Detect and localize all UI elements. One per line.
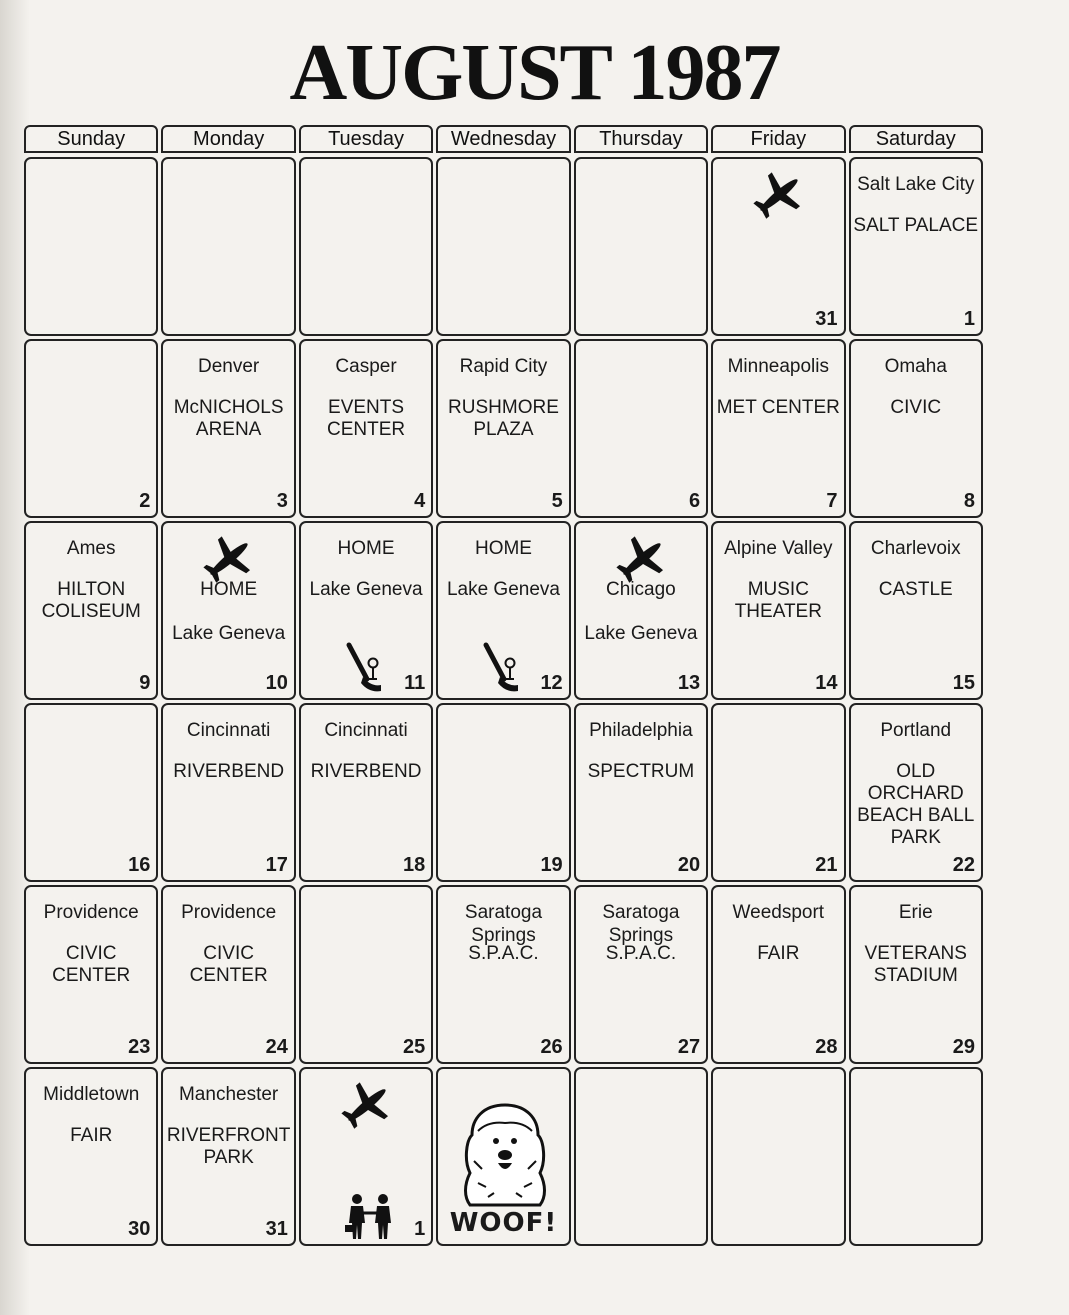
airplane-icon xyxy=(753,169,805,221)
event-city: Omaha xyxy=(884,356,947,377)
weekday-thursday: Thursday xyxy=(574,125,708,153)
week-row xyxy=(24,337,986,519)
event-city: HOME xyxy=(474,538,532,559)
event-city: Portland xyxy=(880,720,952,741)
day-number: 23 xyxy=(128,1036,151,1058)
event-city: Cincinnati xyxy=(324,720,408,741)
golf-icon xyxy=(341,641,385,693)
day-cell xyxy=(436,157,570,336)
day-cell xyxy=(299,339,433,518)
day-number: 25 xyxy=(403,1036,426,1058)
day-cell xyxy=(711,157,845,336)
event-venue: FAIR xyxy=(757,943,800,964)
day-cell xyxy=(24,157,158,336)
day-number: 5 xyxy=(551,490,563,512)
day-cell xyxy=(711,703,845,882)
day-number: 12 xyxy=(540,672,563,694)
weekday-monday: Monday xyxy=(161,125,295,153)
event-venue: OLD ORCHARD BEACH BALL PARK xyxy=(857,761,975,848)
day-cell xyxy=(24,703,158,882)
event-city: Alpine Valley xyxy=(724,538,833,559)
event-venue: CIVIC xyxy=(890,397,942,418)
event-venue: MET CENTER xyxy=(716,397,840,418)
day-cell xyxy=(711,521,845,700)
day-cell xyxy=(849,885,983,1064)
event-venue: S.P.A.C. xyxy=(605,943,677,964)
day-number: 6 xyxy=(688,490,701,512)
calendar-weeks xyxy=(24,155,986,1247)
day-cell xyxy=(849,703,983,882)
day-number: 31 xyxy=(815,308,838,330)
event-city: HOME xyxy=(337,538,395,559)
event-venue: RIVERBEND xyxy=(310,761,422,782)
event-city: Ames xyxy=(66,538,116,559)
weekday-friday: Friday xyxy=(711,125,845,153)
day-cell xyxy=(161,703,295,882)
event-venue: Lake Geneva xyxy=(309,579,423,600)
day-cell xyxy=(436,703,570,882)
day-cell xyxy=(299,885,433,1064)
day-cell xyxy=(574,157,708,336)
day-number: 24 xyxy=(265,1036,288,1058)
event-venue: EVENTS CENTER xyxy=(326,397,406,440)
day-number: 14 xyxy=(815,672,838,694)
event-venue: CIVIC CENTER xyxy=(52,943,131,986)
day-number: 18 xyxy=(403,854,426,876)
day-cell xyxy=(161,339,295,518)
week-row xyxy=(24,1065,986,1247)
week-row xyxy=(24,701,986,883)
event-city: Charlevoix xyxy=(870,538,961,559)
day-number: 4 xyxy=(414,490,426,512)
event-venue: McNICHOLS ARENA xyxy=(173,397,284,440)
event-city: Manchester xyxy=(178,1084,279,1105)
airplane-icon xyxy=(341,1079,393,1131)
dog-icon xyxy=(458,1101,553,1211)
day-cell xyxy=(161,885,295,1064)
event-venue: FAIR xyxy=(70,1125,113,1146)
weekday-sunday: Sunday xyxy=(24,125,158,153)
day-number: 27 xyxy=(677,1036,701,1058)
day-number: 2 xyxy=(139,490,151,512)
day-number: 16 xyxy=(128,854,151,876)
day-cell xyxy=(849,521,983,700)
weekday-tuesday: Tuesday xyxy=(299,125,433,153)
day-cell xyxy=(574,703,708,882)
day-number: 9 xyxy=(139,672,151,694)
day-number: 8 xyxy=(963,490,975,512)
day-cell xyxy=(436,521,570,700)
day-cell xyxy=(436,339,570,518)
event-city: Providence xyxy=(43,902,139,923)
day-cell xyxy=(299,1067,433,1246)
day-number: 21 xyxy=(815,854,838,876)
event-city: Saratoga Springs xyxy=(602,902,680,946)
day-cell xyxy=(849,157,983,336)
golf-icon xyxy=(478,641,522,693)
day-cell xyxy=(574,339,708,518)
event-venue: MUSIC THEATER xyxy=(734,579,822,622)
day-number: 28 xyxy=(815,1036,838,1058)
event-city: Casper xyxy=(335,356,397,377)
day-cell xyxy=(299,521,433,700)
day-cell xyxy=(24,885,158,1064)
day-number: 26 xyxy=(540,1036,563,1058)
event-venue: S.P.A.C. xyxy=(468,943,539,964)
event-city: Providence xyxy=(181,902,277,923)
event-city: Cincinnati xyxy=(186,720,271,741)
day-number: 7 xyxy=(826,490,838,512)
day-cell xyxy=(161,1067,295,1246)
day-number: 30 xyxy=(128,1218,151,1240)
week-row xyxy=(24,883,986,1065)
day-cell xyxy=(574,885,708,1064)
event-venue: SPECTRUM xyxy=(587,761,695,782)
week-row xyxy=(24,519,986,701)
day-cell xyxy=(849,339,983,518)
event-city: Erie xyxy=(898,902,933,923)
week-row xyxy=(24,155,986,337)
airplane-icon xyxy=(616,533,668,585)
day-number: 17 xyxy=(265,854,288,876)
day-cell xyxy=(24,1067,158,1246)
handshake-icon xyxy=(345,1191,395,1241)
day-number: 13 xyxy=(677,672,701,694)
event-venue: VETERANS STADIUM xyxy=(864,943,967,986)
event-venue: SALT PALACE xyxy=(853,215,979,236)
day-number: 3 xyxy=(276,490,288,512)
event-venue: CASTLE xyxy=(878,579,953,600)
event-venue: Chicago xyxy=(606,579,676,600)
event-city: Minneapolis xyxy=(727,356,830,377)
event-city: Rapid City xyxy=(459,356,548,377)
woof-text: WOOF! xyxy=(449,1208,558,1238)
event-location: Lake Geneva xyxy=(584,623,698,644)
day-number: 1 xyxy=(963,308,975,330)
event-location: Lake Geneva xyxy=(172,623,286,644)
weekday-saturday: Saturday xyxy=(849,125,983,153)
event-venue: HILTON COLISEUM xyxy=(41,579,141,622)
event-venue: RIVERBEND xyxy=(173,761,285,782)
day-number: 22 xyxy=(952,854,975,876)
day-cell xyxy=(711,885,845,1064)
day-number: 20 xyxy=(677,854,701,876)
event-venue: RUSHMORE PLAZA xyxy=(448,397,559,440)
event-city: Middletown xyxy=(43,1084,140,1105)
day-cell xyxy=(161,157,295,336)
day-number: 29 xyxy=(952,1036,975,1058)
day-cell xyxy=(574,521,708,700)
day-number: 15 xyxy=(952,672,975,694)
event-venue: CIVIC CENTER xyxy=(189,943,268,986)
day-cell xyxy=(299,703,433,882)
calendar-grid xyxy=(24,125,986,1247)
weekday-wednesday: Wednesday xyxy=(436,125,570,153)
day-number: 11 xyxy=(404,672,426,694)
weekday-header-row xyxy=(24,125,986,155)
event-venue: HOME xyxy=(200,579,258,600)
event-city: Weedsport xyxy=(732,902,825,923)
day-cell xyxy=(849,1067,983,1246)
day-cell xyxy=(711,339,845,518)
day-number: 19 xyxy=(540,854,563,876)
event-city: Saratoga Springs xyxy=(464,902,543,946)
calendar-title: AUGUST 1987 xyxy=(289,29,780,117)
day-number: 31 xyxy=(265,1218,288,1240)
day-cell xyxy=(161,521,295,700)
airplane-icon xyxy=(203,533,255,585)
event-city: Philadelphia xyxy=(589,720,693,741)
day-cell xyxy=(24,521,158,700)
event-city: Salt Lake City xyxy=(857,174,975,195)
day-cell xyxy=(299,157,433,336)
day-cell xyxy=(711,1067,845,1246)
day-cell xyxy=(436,885,570,1064)
event-venue: RIVERFRONT PARK xyxy=(166,1125,291,1168)
day-cell xyxy=(436,1067,570,1246)
day-number: 10 xyxy=(265,672,288,694)
event-venue: Lake Geneva xyxy=(446,579,560,600)
day-cell xyxy=(574,1067,708,1246)
day-number: 1 xyxy=(414,1218,426,1240)
day-cell xyxy=(24,339,158,518)
event-city: Denver xyxy=(198,356,260,377)
